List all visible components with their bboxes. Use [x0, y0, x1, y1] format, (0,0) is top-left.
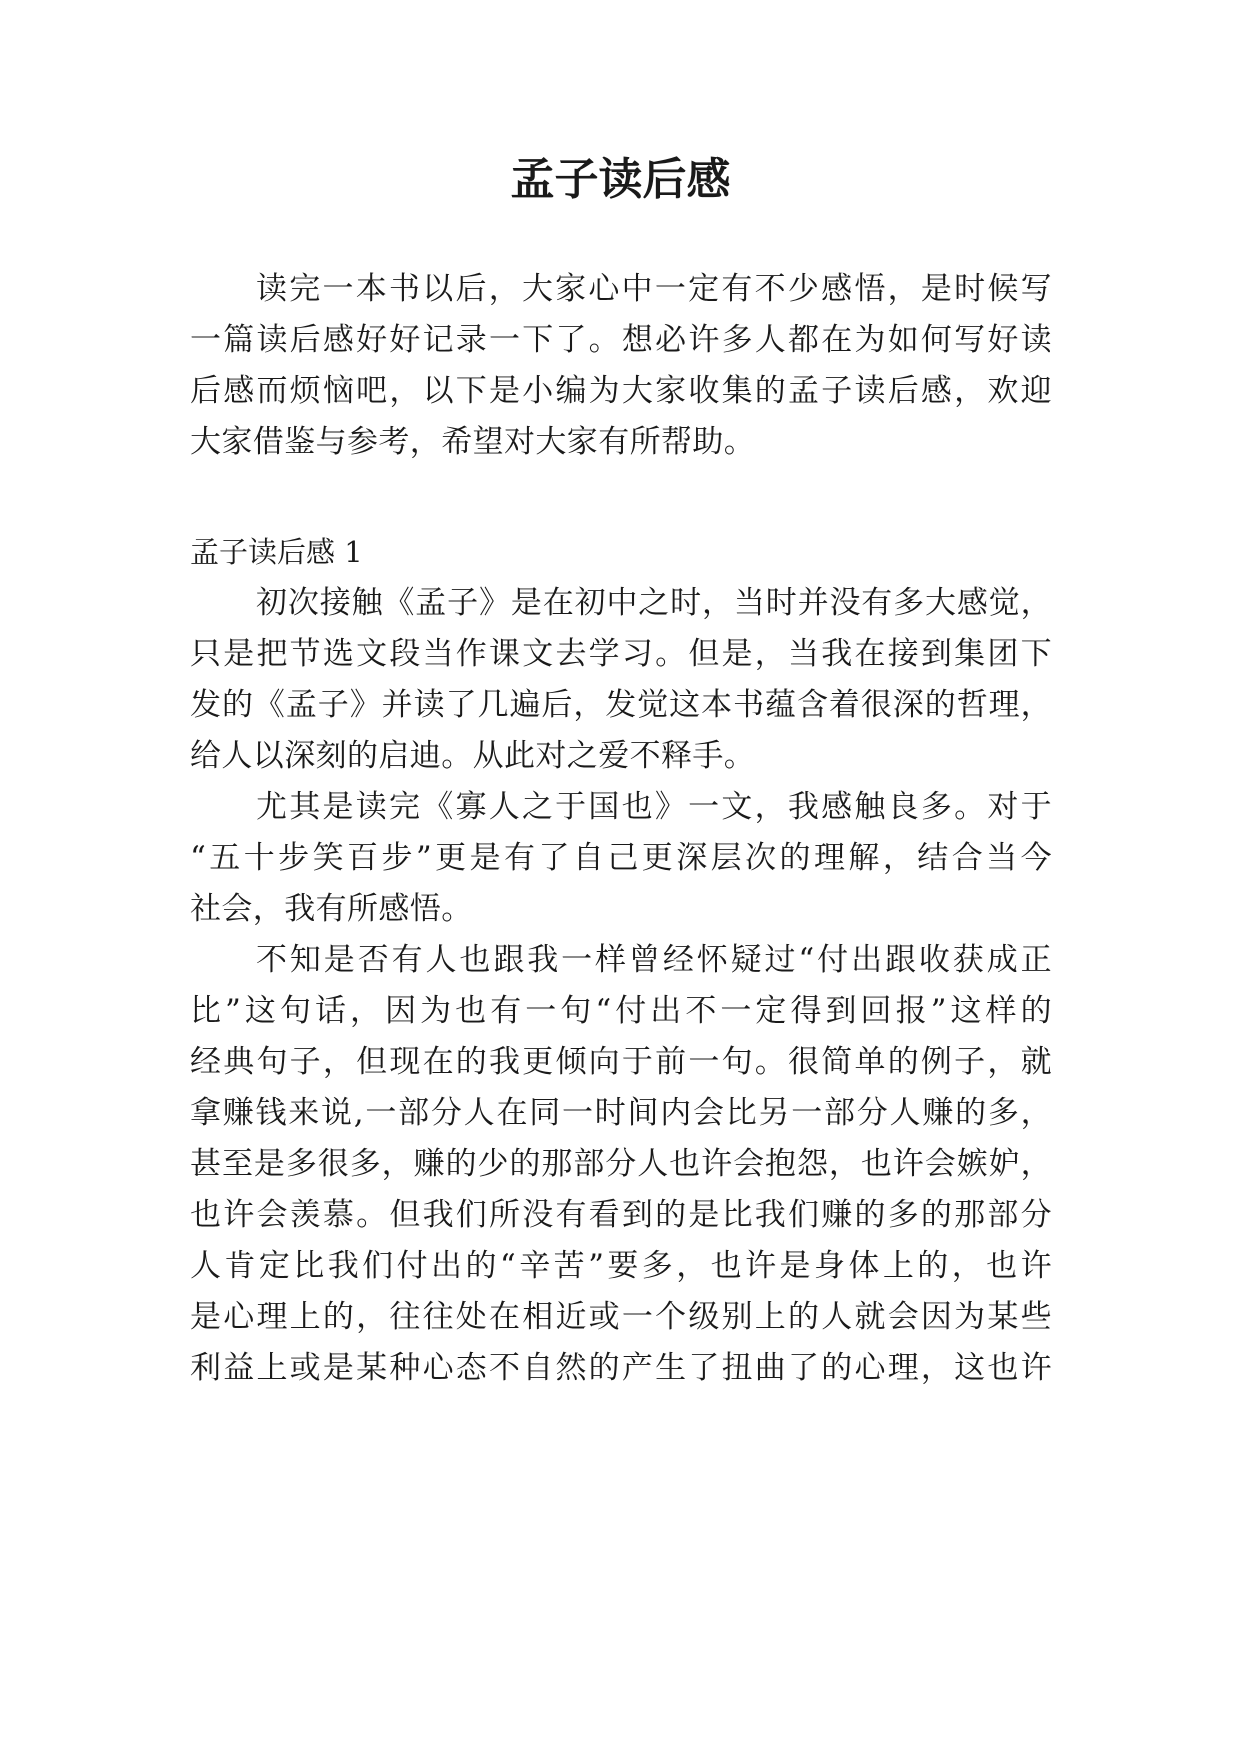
body-line: 尤其是读完《寡人之于国也》一文，我感触良多。对于 — [256, 789, 1052, 825]
body-line: “五十步笑百步”更是有了自己更深层次的理解，结合当今 — [190, 840, 1052, 876]
section-heading: 孟子读后感 1 — [190, 535, 363, 569]
body-line: 经典句子，但现在的我更倾向于前一句。很简单的例子，就 — [190, 1044, 1052, 1080]
body-line: 社会，我有所感悟。 — [190, 891, 473, 927]
body-line: 是心理上的，往往处在相近或一个级别上的人就会因为某些 — [190, 1299, 1052, 1335]
body-line: 拿赚钱来说,一部分人在同一时间内会比另一部分人赚的多， — [190, 1095, 1052, 1131]
body-line: 只是把节选文段当作课文去学习。但是，当我在接到集团下 — [190, 636, 1052, 672]
intro-line: 读完一本书以后，大家心中一定有不少感悟，是时候写 — [256, 271, 1052, 307]
body-line: 比”这句话，因为也有一句“付出不一定得到回报”这样的 — [190, 993, 1052, 1029]
body-line: 甚至是多很多，赚的少的那部分人也许会抱怨，也许会嫉妒， — [190, 1146, 1052, 1182]
body-line: 初次接触《孟子》是在初中之时，当时并没有多大感觉， — [256, 585, 1052, 621]
intro-line: 后感而烦恼吧，以下是小编为大家收集的孟子读后感，欢迎 — [190, 373, 1052, 409]
body-line: 发的《孟子》并读了几遍后，发觉这本书蕴含着很深的哲理， — [190, 687, 1052, 723]
body-line: 人肯定比我们付出的“辛苦”要多，也许是身体上的，也许 — [190, 1248, 1052, 1284]
body-line: 利益上或是某种心态不自然的产生了扭曲了的心理，这也许 — [190, 1350, 1052, 1386]
body-line: 给人以深刻的启迪。从此对之爱不释手。 — [190, 738, 756, 774]
body-line: 不知是否有人也跟我一样曾经怀疑过“付出跟收获成正 — [256, 942, 1052, 978]
document-title: 孟子读后感 — [510, 154, 731, 205]
intro-line: 一篇读后感好好记录一下了。想必许多人都在为如何写好读 — [190, 322, 1052, 358]
intro-line: 大家借鉴与参考，希望对大家有所帮助。 — [190, 424, 756, 460]
body-line: 也许会羡慕。但我们所没有看到的是比我们赚的多的那部分 — [190, 1197, 1052, 1233]
